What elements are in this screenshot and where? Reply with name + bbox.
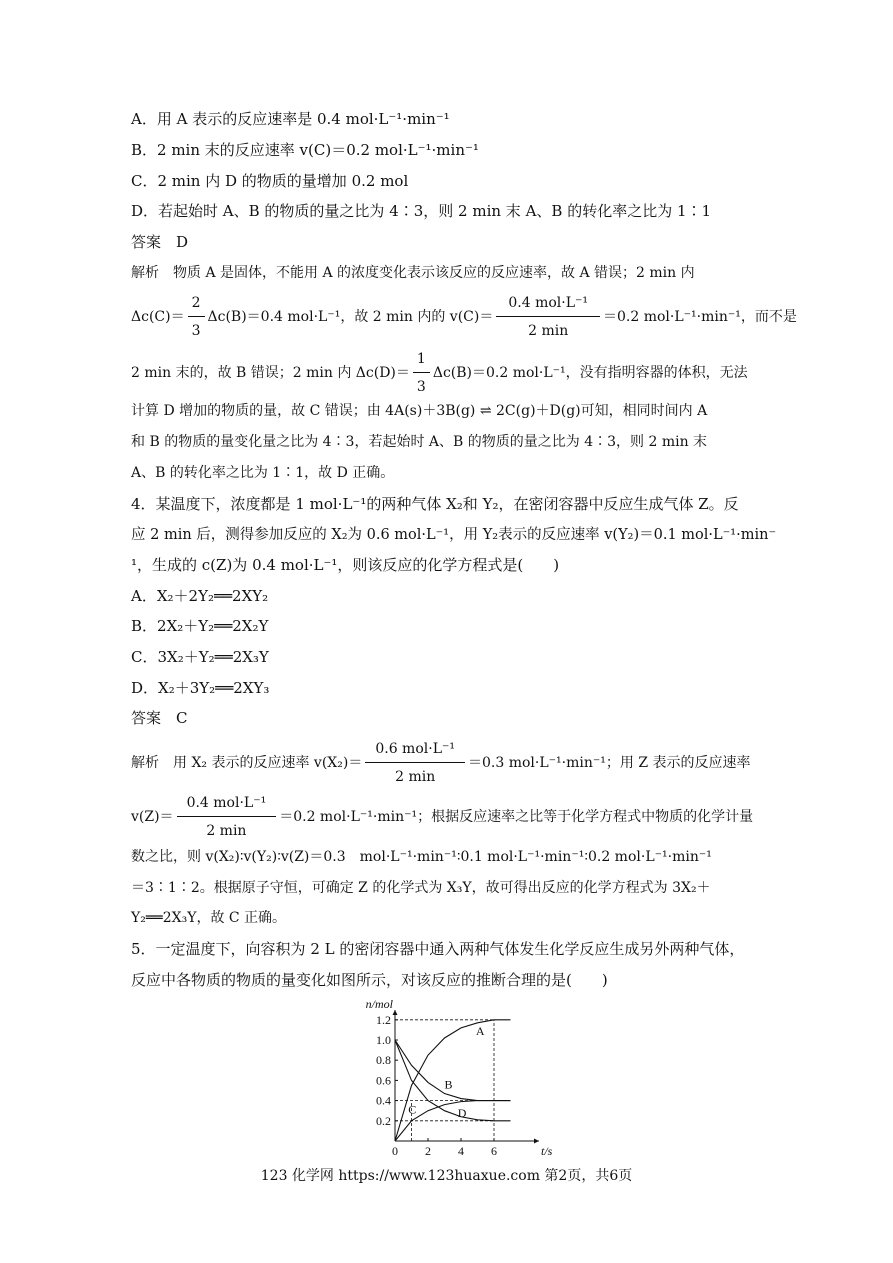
- q3-exp2-mid: Δc(B)＝0.4 mol·L⁻¹，故 2 min 内的 v(C)＝: [207, 309, 494, 325]
- q3-exp3-pre: 2 min 末的，故 B 错误；2 min 内 Δc(D)＝: [131, 365, 410, 381]
- q4-explanation-line-5: Y₂══2X₃Y，故 C 正确。: [131, 910, 287, 926]
- fraction-one-third: $\frac{1}{3}$: [413, 348, 430, 398]
- q3-option-a: A．用 A 表示的反应速率是 0.4 mol·L⁻¹·min⁻¹: [131, 110, 450, 128]
- x-tick-label: 4: [458, 1144, 464, 1158]
- q4-explanation-line-1: [131, 738, 761, 788]
- fraction-rate-x2: $\frac{\text{0.6 mol·L⁻¹}}{2 \min}$: [365, 738, 465, 788]
- x-tick-label: 6: [491, 1144, 497, 1158]
- q4-exp1-pre: 解析 用 X₂ 表示的反应速率 v(X₂)＝: [131, 755, 363, 771]
- q4-answer: 答案 C: [131, 709, 188, 727]
- q4-option-a: A．X₂＋2Y₂══2XY₂: [131, 587, 269, 605]
- q3-option-d: D．若起始时 A、B 的物质的量之比为 4∶3，则 2 min 末 A、B 的转化率之比为 1∶1: [131, 202, 712, 220]
- x-axis-arrow: [534, 1139, 539, 1144]
- q4-option-b: B．2X₂＋Y₂══2X₂Y: [131, 617, 269, 635]
- q3-explanation-line-4: 计算 D 增加的物质的量，故 C 错误；由 4A(s)＋3B(g) ⇌ 2C(g)＋D(g)可知，相同时间内 A: [131, 403, 708, 419]
- q4-exp2-pre: v(Z)＝: [131, 809, 174, 825]
- series-line-b: [395, 1040, 511, 1101]
- q4-stem-line-1: 4．某温度下，浓度都是 1 mol·L⁻¹的两种气体 X₂和 Y₂，在密闭容器中反应生成气体 Z。反: [131, 495, 739, 513]
- y-tick-label: 0.6: [376, 1073, 391, 1088]
- y-axis-arrow: [393, 1010, 398, 1015]
- q3-explanation-line-5: 和 B 的物质的量变化量之比为 4∶3，若起始时 A、B 的物质的量之比为 4∶3，则 2 min 末: [131, 434, 708, 450]
- chart-labels: [366, 997, 553, 1158]
- q4-stem-line-3: ¹，生成的 c(Z)为 0.4 mol·L⁻¹，则该反应的化学方程式是( ): [131, 556, 560, 574]
- q3-answer: 答案 D: [131, 233, 189, 251]
- fraction-rate-c: $\frac{\text{0.4 mol·L⁻¹}}{2 \min}$: [496, 292, 600, 342]
- y-tick-label: 0.8: [376, 1053, 391, 1068]
- series-line-a: [395, 1020, 511, 1141]
- chart-series: [395, 1020, 511, 1141]
- q3-explanation-line-2: [131, 292, 797, 342]
- q3-option-c: C．2 min 内 D 的物质的量增加 0.2 mol: [131, 172, 409, 190]
- q4-exp1-post: ＝0.3 mol·L⁻¹·min⁻¹；用 Z 表示的反应速率: [468, 755, 751, 771]
- q4-exp2-post: ＝0.2 mol·L⁻¹·min⁻¹；根据反应速率之比等于化学方程式中物质的化学计量: [279, 809, 754, 825]
- q3-option-b: B．2 min 末的反应速率 v(C)＝0.2 mol·L⁻¹·min⁻¹: [131, 141, 479, 159]
- q4-option-d: D．X₂＋3Y₂══2XY₃: [131, 679, 270, 697]
- x-axis-label: t/s: [541, 1144, 553, 1158]
- q3-exp2-post: ＝0.2 mol·L⁻¹·min⁻¹，而不是: [603, 309, 797, 325]
- q4-explanation-line-4: ＝3∶1∶2。根据原子守恒，可确定 Z 的化学式为 X₃Y，故可得出反应的化学方程式为 3X₂＋: [131, 880, 711, 896]
- series-label-a: A: [475, 1023, 485, 1038]
- q3-explanation-line-3: [131, 348, 761, 398]
- series-label-d: D: [457, 1105, 467, 1120]
- fraction-two-thirds: $\frac{2}{3}$: [188, 292, 205, 342]
- y-axis-label: n/mol: [365, 997, 393, 1011]
- q4-stem-line-2: 应 2 min 后，测得参加反应的 X₂为 0.6 mol·L⁻¹，用 Y₂表示的反应速率 v(Y₂)＝0.1 mol·L⁻¹·min⁻: [131, 527, 777, 543]
- q3-explanation-line-1: 解析 物质 A 是固体，不能用 A 的浓度变化表示该反应的反应速率，故 A 错误；2 min 内: [131, 265, 695, 281]
- page-footer: 123 化学网 https://www.123huaxue.com 第2页，共6页: [260, 1168, 633, 1184]
- chart-axes: [393, 1010, 540, 1144]
- q5-stem-line-1: 5．一定温度下，向容积为 2 L 的密闭容器中通入两种气体发生化学反应生成另外两种气体，: [131, 940, 745, 958]
- x-tick-label: 0: [392, 1144, 398, 1158]
- x-tick-label: 2: [425, 1144, 431, 1158]
- y-tick-label: 1.0: [376, 1033, 391, 1047]
- y-tick-label: 1.2: [376, 1012, 391, 1027]
- q3-exp3-post: Δc(B)＝0.2 mol·L⁻¹，没有指明容器的体积，无法: [432, 365, 748, 381]
- y-tick-label: 0.2: [376, 1113, 391, 1128]
- q4-explanation-line-2: [131, 792, 761, 842]
- q3-exp2-pre: Δc(C)＝: [131, 309, 185, 325]
- q5-stem-line-2: 反应中各物质的物质的量变化如图所示，对该反应的推断合理的是( ): [131, 971, 608, 989]
- q4-explanation-line-3: 数之比，则 v(X₂)∶v(Y₂)∶v(Z)＝0.3 mol·L⁻¹·min⁻¹∶0.1 mol·L⁻¹·min⁻¹∶0.2 mol·L⁻¹·min⁻¹: [131, 849, 712, 865]
- series-label-b: B: [444, 1077, 453, 1092]
- q3-explanation-line-6: A、B 的转化率之比为 1∶1，故 D 正确。: [131, 465, 395, 481]
- y-tick-label: 0.4: [376, 1093, 391, 1108]
- amount-vs-time-chart: [355, 996, 553, 1158]
- series-label-c: C: [408, 1102, 417, 1117]
- fraction-rate-z: $\frac{\text{0.4 mol·L⁻¹}}{2 \min}$: [177, 792, 277, 842]
- q4-option-c: C．3X₂＋Y₂══2X₃Y: [131, 648, 269, 666]
